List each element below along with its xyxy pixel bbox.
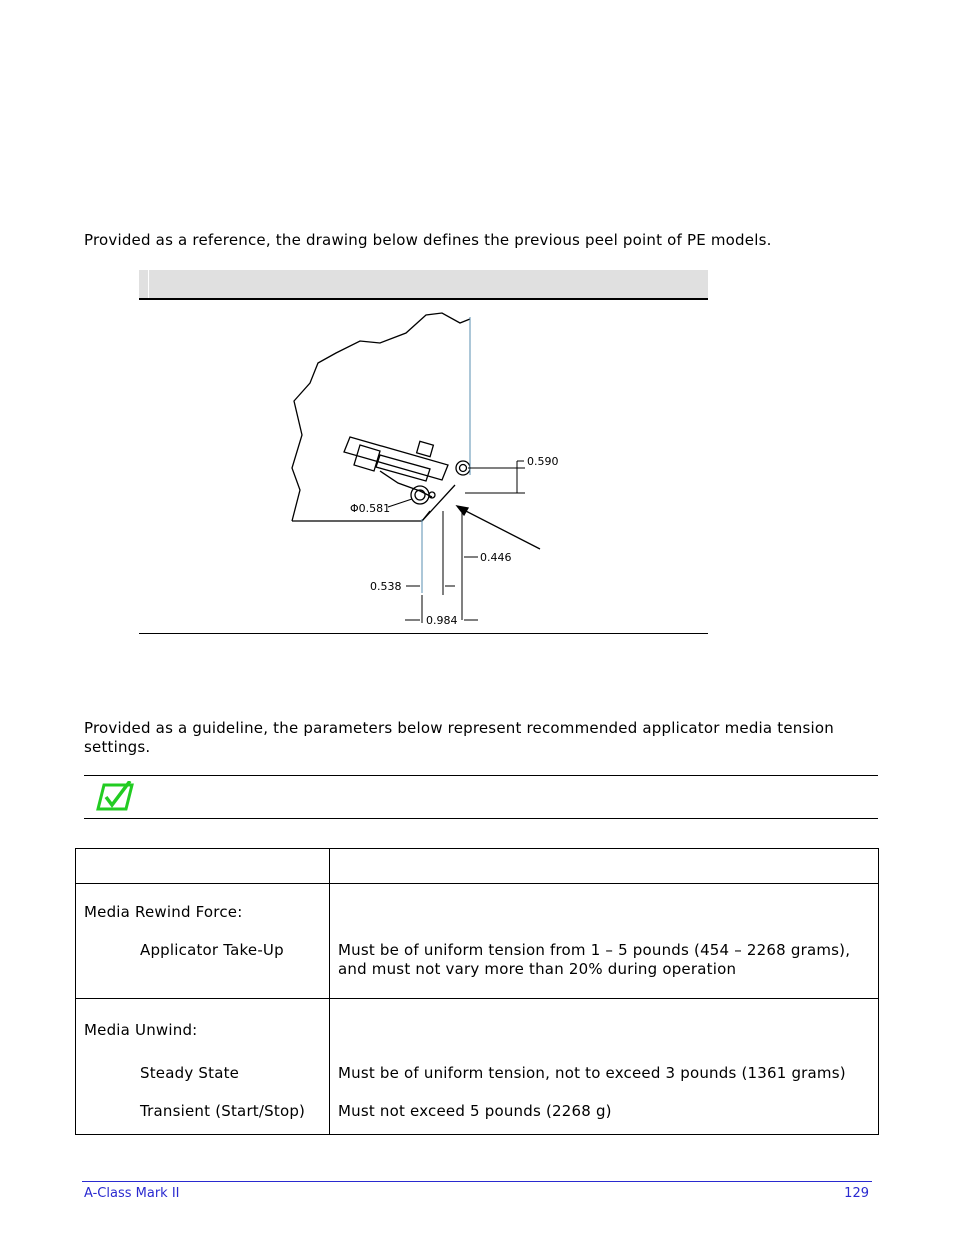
table-row bbox=[76, 999, 879, 1135]
row-sublabel-transient: Transient (Start/Stop) bbox=[140, 1102, 306, 1120]
tension-table bbox=[75, 848, 879, 1135]
figure-caption-bar bbox=[139, 270, 708, 300]
row-value-takeup-1: Must be of uniform tension from 1 – 5 pounds (454 – 2268 grams), bbox=[338, 941, 851, 959]
row-value-transient: Must not exceed 5 pounds (2268 g) bbox=[338, 1102, 612, 1120]
note-top-rule bbox=[84, 775, 878, 776]
dim-0446: 0.446 bbox=[480, 551, 512, 564]
row-label-rewind: Media Rewind Force: bbox=[84, 903, 243, 921]
footer-rule bbox=[82, 1181, 872, 1182]
dim-0590: 0.590 bbox=[527, 455, 559, 468]
row-label-unwind: Media Unwind: bbox=[84, 1021, 198, 1039]
dim-diameter-0581: Φ0.581 bbox=[350, 502, 391, 515]
table-row bbox=[76, 884, 879, 999]
row-value-steady: Must be of uniform tension, not to exceed 3 pounds (1361 grams) bbox=[338, 1064, 846, 1082]
note-bottom-rule bbox=[84, 818, 878, 819]
row-sublabel-steady: Steady State bbox=[140, 1064, 240, 1082]
row-value-takeup-2: and must not vary more than 20% during operation bbox=[338, 960, 737, 978]
footer-title: A-Class Mark II bbox=[84, 1186, 180, 1201]
intro-paragraph: Provided as a reference, the drawing below defines the previous peel point of PE models. bbox=[84, 231, 772, 249]
figure-bottom-rule bbox=[139, 633, 708, 634]
dim-0538: 0.538 bbox=[370, 580, 402, 593]
guideline-paragraph: Provided as a guideline, the parameters below represent recommended applicator media tension settings. bbox=[84, 719, 834, 756]
green-checkmark-icon bbox=[96, 781, 136, 813]
footer-page-number: 129 bbox=[844, 1186, 869, 1201]
table-header-row bbox=[76, 849, 879, 884]
row-sublabel-takeup: Applicator Take-Up bbox=[140, 941, 284, 959]
peel-point-drawing bbox=[280, 305, 600, 630]
dim-0984: 0.984 bbox=[426, 614, 458, 627]
